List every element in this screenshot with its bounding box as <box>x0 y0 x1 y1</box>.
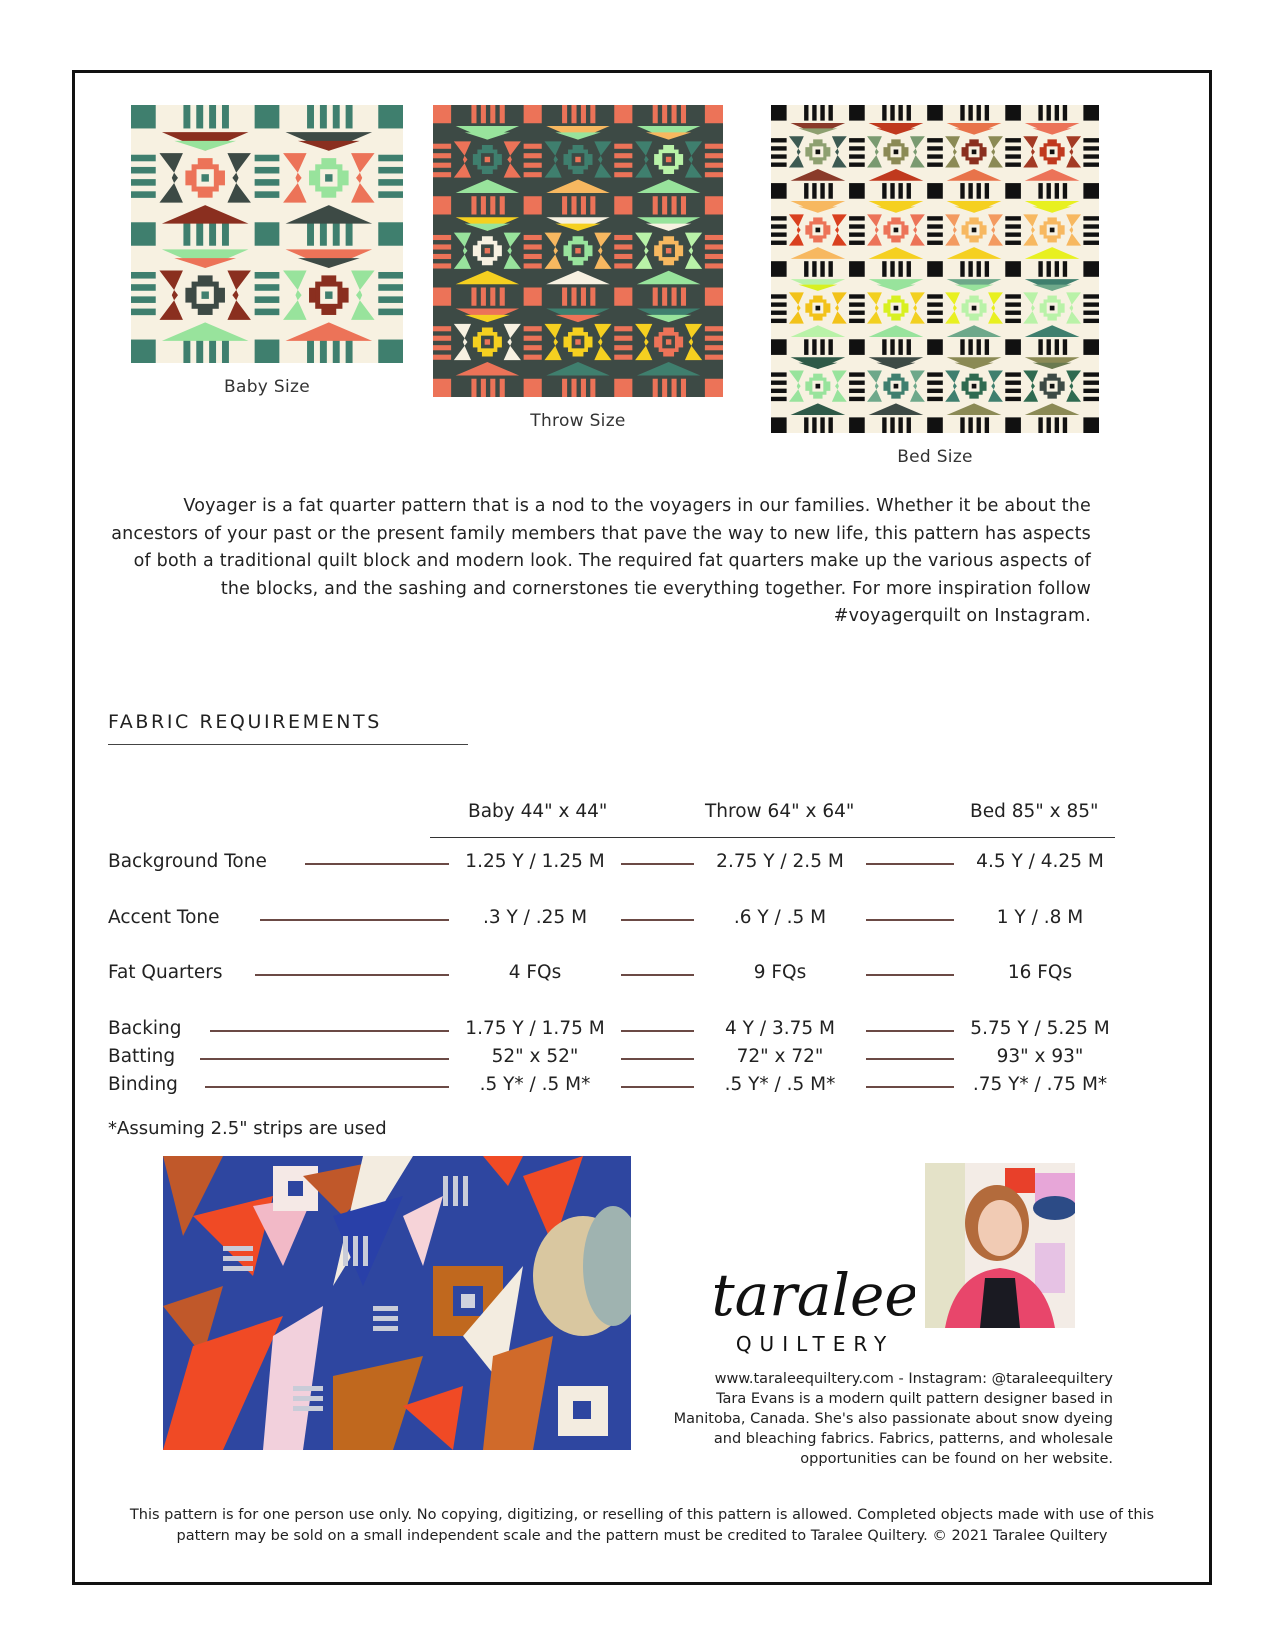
requirement-label: Backing <box>108 1018 182 1039</box>
leader-line <box>205 1086 449 1088</box>
leader-line <box>866 974 954 976</box>
requirement-value: 5.75 Y / 5.25 M <box>970 1018 1110 1039</box>
requirement-value: .5 Y* / .5 M* <box>724 1074 836 1095</box>
header-rule <box>430 837 1115 838</box>
requirement-value: .5 Y* / .5 M* <box>479 1074 591 1095</box>
baby-size-caption: Baby Size <box>224 377 310 397</box>
requirement-value: 1.25 Y / 1.25 M <box>465 851 605 872</box>
leader-line <box>255 974 449 976</box>
requirement-row <box>108 907 1118 931</box>
requirement-row <box>108 851 1118 875</box>
requirement-value: 4 Y / 3.75 M <box>725 1018 835 1039</box>
designer-bio <box>643 1369 1113 1469</box>
contact-line[interactable]: www.taraleequiltery.com - Instagram: @taraleequiltery <box>714 1371 1113 1387</box>
logo-script-text: taralee <box>715 1261 915 1329</box>
fabric-requirements-title: FABRIC REQUIREMENTS <box>108 711 382 733</box>
requirement-label: Batting <box>108 1046 176 1067</box>
leader-line <box>260 919 449 921</box>
leader-line <box>621 1058 694 1060</box>
requirement-row <box>108 1046 1118 1070</box>
requirement-value: .6 Y / .5 M <box>733 907 827 928</box>
requirement-value: .75 Y* / .75 M* <box>972 1074 1108 1095</box>
throw-quilt-preview <box>433 105 723 431</box>
finished-quilt-photo <box>163 1156 631 1450</box>
requirement-value: .3 Y / .25 M <box>482 907 588 928</box>
quilt-photo-illustration <box>163 1156 631 1450</box>
requirement-value: 93" x 93" <box>996 1046 1084 1067</box>
footer-line-1: This pattern is for one person use only. No copying, digitizing, or reselling of this pattern is allowed. Completed objects made with use of this <box>129 1507 1155 1523</box>
logo-mark <box>715 1243 915 1363</box>
logo-word-text: QUILTERY <box>735 1332 895 1356</box>
page-frame <box>72 70 1212 1585</box>
leader-line <box>621 1030 694 1032</box>
leader-line <box>621 863 694 865</box>
column-header-throw: Throw 64" x 64" <box>705 801 855 822</box>
requirement-value: 1 Y / .8 M <box>996 907 1084 928</box>
bio-text: Tara Evans is a modern quilt pattern designer based in Manitoba, Canada. She's also passionate about snow dyeing and bleaching fabrics. Fabrics, patterns, and wholesale opportunities can be found on her website. <box>673 1391 1113 1467</box>
leader-line <box>866 1058 954 1060</box>
column-header-baby: Baby 44" x 44" <box>468 801 608 822</box>
leader-line <box>866 1086 954 1088</box>
leader-line <box>866 863 954 865</box>
portrait-illustration <box>925 1163 1075 1328</box>
baby-quilt-image <box>131 105 403 363</box>
requirement-label: Fat Quarters <box>108 962 223 983</box>
leader-line <box>866 1030 954 1032</box>
requirement-row <box>108 1018 1118 1042</box>
requirement-value: 1.75 Y / 1.75 M <box>465 1018 605 1039</box>
leader-line <box>305 863 449 865</box>
requirement-value: 52" x 52" <box>491 1046 579 1067</box>
requirement-value: 9 FQs <box>753 962 807 983</box>
copyright-footer <box>75 1505 1209 1546</box>
requirement-value: 2.75 Y / 2.5 M <box>716 851 844 872</box>
leader-line <box>866 919 954 921</box>
requirement-row <box>108 1074 1118 1098</box>
pattern-description: Voyager is a fat quarter pattern that is a nod to the voyagers in our families. Whether it be about the ancestors of your past or the present family members that pave the way to new life, this pattern has aspects of both a traditional quilt block and modern look. The required fat quarters make up the various aspects of the blocks, and the sashing and cornerstones tie everything together. For more inspiration follow #voyagerquilt on Instagram. <box>111 496 1091 626</box>
throw-quilt-image <box>433 105 723 397</box>
leader-line <box>621 1086 694 1088</box>
leader-line <box>621 919 694 921</box>
requirement-value: 4 FQs <box>508 962 562 983</box>
title-underline <box>108 744 468 745</box>
binding-footnote: *Assuming 2.5" strips are used <box>108 1118 387 1139</box>
leader-line <box>210 1030 449 1032</box>
requirement-row <box>108 962 1118 986</box>
column-header-bed: Bed 85" x 85" <box>970 801 1099 822</box>
bed-quilt-preview <box>771 105 1099 467</box>
requirement-value: 16 FQs <box>1007 962 1073 983</box>
footer-line-2: pattern may be sold on a small independent scale and the pattern must be credited to Taralee Quiltery. © 2021 Taralee Quiltery <box>176 1527 1108 1544</box>
requirement-label: Background Tone <box>108 851 267 872</box>
baby-quilt-preview <box>131 105 403 397</box>
requirement-value: 72" x 72" <box>736 1046 824 1067</box>
requirement-label: Accent Tone <box>108 907 220 928</box>
bed-quilt-image <box>771 105 1099 433</box>
leader-line <box>621 974 694 976</box>
bed-size-caption: Bed Size <box>897 447 973 467</box>
designer-portrait <box>925 1163 1075 1328</box>
quilt-size-previews <box>75 73 1209 493</box>
leader-line <box>200 1058 449 1060</box>
taralee-quiltery-logo <box>715 1243 915 1363</box>
throw-size-caption: Throw Size <box>530 411 626 431</box>
requirement-value: 4.5 Y / 4.25 M <box>976 851 1104 872</box>
requirement-label: Binding <box>108 1074 178 1095</box>
